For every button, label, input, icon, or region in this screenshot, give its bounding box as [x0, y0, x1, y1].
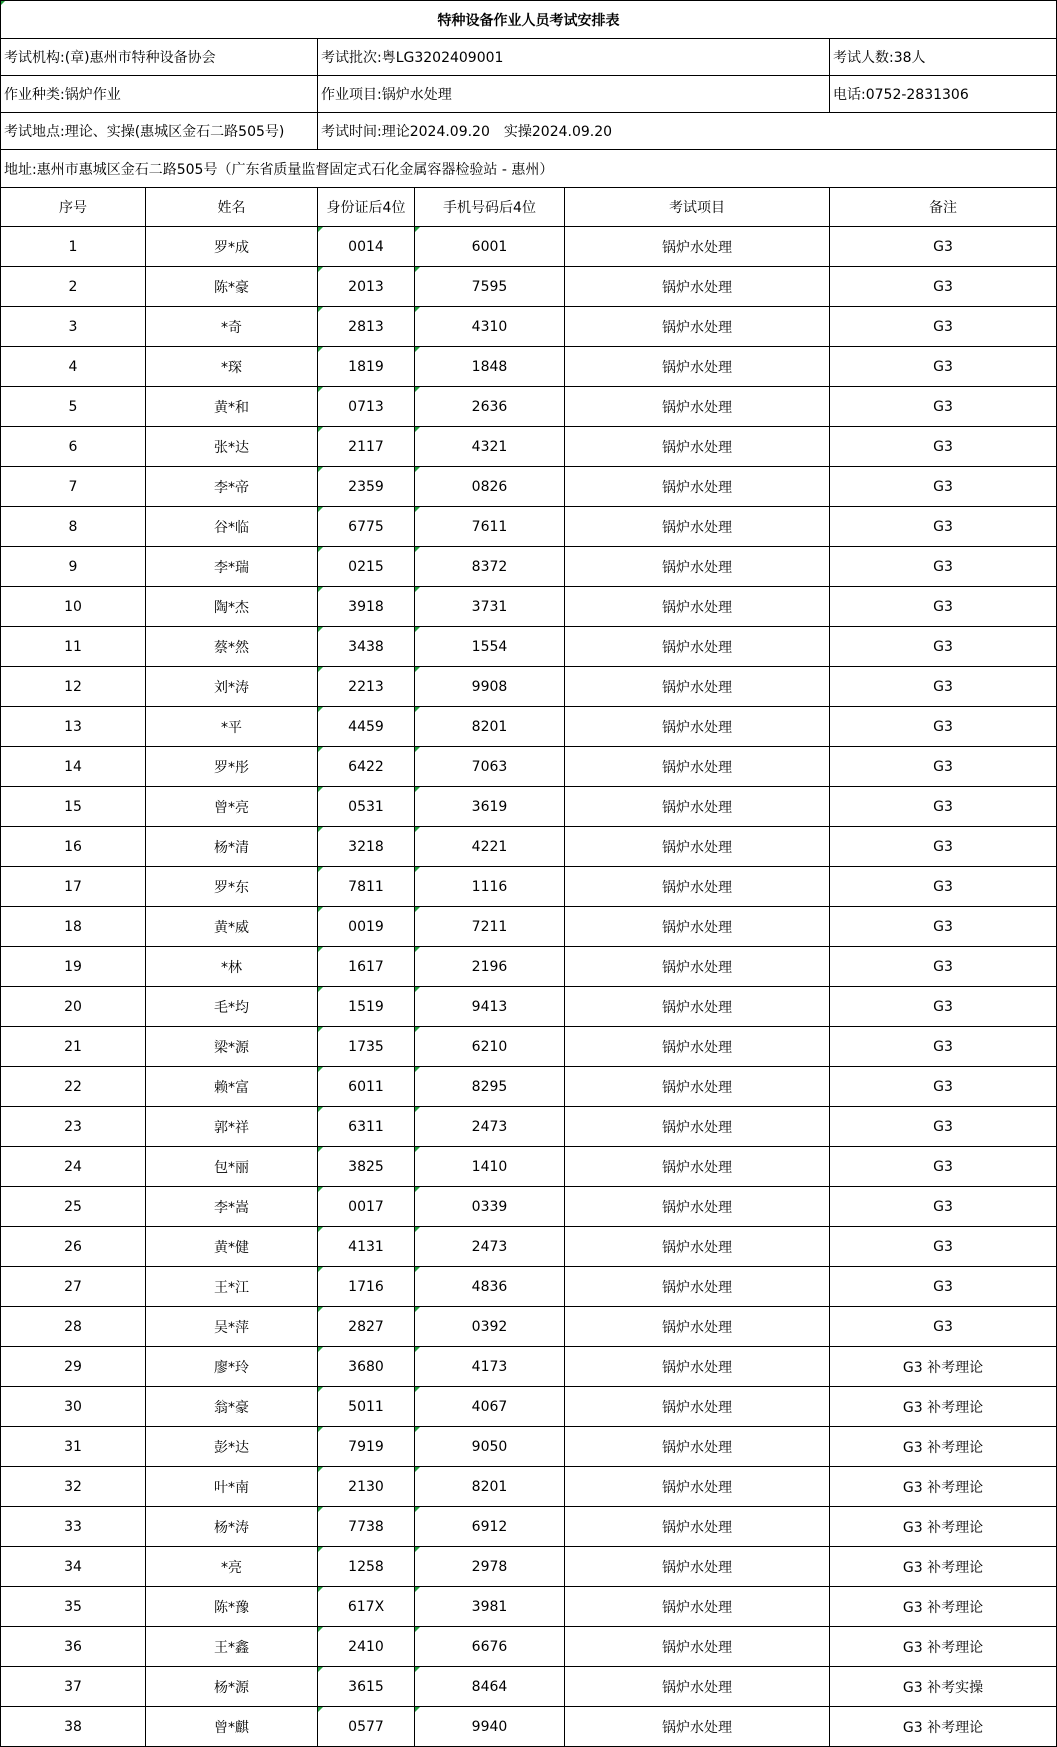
seq-cell: 9	[1, 547, 146, 587]
id-last4-cell: 3438	[318, 627, 415, 667]
table-row	[1, 947, 1057, 987]
id-last4-cell: 0531	[318, 787, 415, 827]
phone-last4-cell: 0392	[415, 1307, 565, 1347]
table-row	[1, 1427, 1057, 1467]
table-row	[1, 347, 1057, 387]
seq-cell: 10	[1, 587, 146, 627]
table-row	[1, 1707, 1057, 1747]
name-cell: 包*丽	[146, 1147, 318, 1187]
remark-cell: G3	[830, 507, 1057, 547]
exam-project-cell: 锅炉水处理	[565, 1707, 830, 1747]
name-cell: *平	[146, 707, 318, 747]
exam-project-cell: 锅炉水处理	[565, 507, 830, 547]
table-row	[1, 547, 1057, 587]
phone-last4-cell: 7211	[415, 907, 565, 947]
id-last4-cell: 1819	[318, 347, 415, 387]
seq-cell: 34	[1, 1547, 146, 1587]
remark-cell: G3	[830, 1267, 1057, 1307]
remark-cell: G3	[830, 827, 1057, 867]
name-cell: 杨*涛	[146, 1507, 318, 1547]
seq-cell: 25	[1, 1187, 146, 1227]
name-cell: 罗*彤	[146, 747, 318, 787]
phone-cell: 电话:0752-2831306	[830, 76, 1057, 113]
name-cell: 彭*达	[146, 1427, 318, 1467]
exam-project-cell: 锅炉水处理	[565, 1067, 830, 1107]
seq-cell: 27	[1, 1267, 146, 1307]
phone-last4-cell: 4310	[415, 307, 565, 347]
phone-last4-cell: 2473	[415, 1227, 565, 1267]
remark-cell: G3	[830, 907, 1057, 947]
header-name: 姓名	[146, 188, 318, 227]
job-project-cell: 作业项目:锅炉水处理	[318, 76, 830, 113]
id-last4-cell: 1519	[318, 987, 415, 1027]
table-row	[1, 627, 1057, 667]
id-last4-cell: 4131	[318, 1227, 415, 1267]
seq-cell: 38	[1, 1707, 146, 1747]
remark-cell: G3 补考理论	[830, 1707, 1057, 1747]
remark-cell: G3	[830, 547, 1057, 587]
info-row-1	[1, 39, 1057, 76]
remark-cell: G3 补考实操	[830, 1667, 1057, 1707]
table-row	[1, 387, 1057, 427]
seq-cell: 5	[1, 387, 146, 427]
phone-last4-cell: 2473	[415, 1107, 565, 1147]
exam-project-cell: 锅炉水处理	[565, 1507, 830, 1547]
exam-count-cell: 考试人数:38人	[830, 39, 1057, 76]
remark-cell: G3	[830, 227, 1057, 267]
name-cell: 李*嵩	[146, 1187, 318, 1227]
table-row	[1, 1227, 1057, 1267]
table-row	[1, 1667, 1057, 1707]
seq-cell: 4	[1, 347, 146, 387]
seq-cell: 33	[1, 1507, 146, 1547]
table-row	[1, 1307, 1057, 1347]
name-cell: 黄*威	[146, 907, 318, 947]
remark-cell: G3	[830, 867, 1057, 907]
exam-project-cell: 锅炉水处理	[565, 467, 830, 507]
table-row	[1, 427, 1057, 467]
info-row-3	[1, 113, 1057, 150]
seq-cell: 23	[1, 1107, 146, 1147]
phone-last4-cell: 9908	[415, 667, 565, 707]
name-cell: 黄*和	[146, 387, 318, 427]
seq-cell: 6	[1, 427, 146, 467]
exam-project-cell: 锅炉水处理	[565, 427, 830, 467]
seq-cell: 35	[1, 1587, 146, 1627]
name-cell: 罗*东	[146, 867, 318, 907]
phone-last4-cell: 1116	[415, 867, 565, 907]
phone-last4-cell: 4836	[415, 1267, 565, 1307]
table-row	[1, 1267, 1057, 1307]
phone-last4-cell: 0826	[415, 467, 565, 507]
name-cell: 杨*清	[146, 827, 318, 867]
id-last4-cell: 2410	[318, 1627, 415, 1667]
table-row	[1, 507, 1057, 547]
exam-project-cell: 锅炉水处理	[565, 627, 830, 667]
id-last4-cell: 4459	[318, 707, 415, 747]
header-exam-project: 考试项目	[565, 188, 830, 227]
phone-last4-cell: 2636	[415, 387, 565, 427]
phone-last4-cell: 4173	[415, 1347, 565, 1387]
id-last4-cell: 7811	[318, 867, 415, 907]
job-category-cell: 作业种类:锅炉作业	[1, 76, 318, 113]
phone-last4-cell: 0339	[415, 1187, 565, 1227]
id-last4-cell: 5011	[318, 1387, 415, 1427]
name-cell: 黄*健	[146, 1227, 318, 1267]
exam-project-cell: 锅炉水处理	[565, 747, 830, 787]
table-row	[1, 867, 1057, 907]
id-last4-cell: 3680	[318, 1347, 415, 1387]
remark-cell: G3	[830, 747, 1057, 787]
id-last4-cell: 1617	[318, 947, 415, 987]
phone-last4-cell: 7063	[415, 747, 565, 787]
phone-last4-cell: 9940	[415, 1707, 565, 1747]
id-last4-cell: 3218	[318, 827, 415, 867]
table-row	[1, 267, 1057, 307]
header-remark: 备注	[830, 188, 1057, 227]
exam-project-cell: 锅炉水处理	[565, 987, 830, 1027]
seq-cell: 2	[1, 267, 146, 307]
name-cell: 李*帝	[146, 467, 318, 507]
remark-cell: G3 补考理论	[830, 1347, 1057, 1387]
remark-cell: G3 补考理论	[830, 1507, 1057, 1547]
name-cell: 杨*源	[146, 1667, 318, 1707]
table-row	[1, 987, 1057, 1027]
name-cell: 翁*豪	[146, 1387, 318, 1427]
exam-project-cell: 锅炉水处理	[565, 387, 830, 427]
phone-last4-cell: 8295	[415, 1067, 565, 1107]
table-row	[1, 1627, 1057, 1667]
id-last4-cell: 2827	[318, 1307, 415, 1347]
table-row	[1, 747, 1057, 787]
phone-last4-cell: 9413	[415, 987, 565, 1027]
phone-last4-cell: 3981	[415, 1587, 565, 1627]
phone-last4-cell: 7611	[415, 507, 565, 547]
remark-cell: G3 补考理论	[830, 1627, 1057, 1667]
id-last4-cell: 0215	[318, 547, 415, 587]
id-last4-cell: 6311	[318, 1107, 415, 1147]
seq-cell: 3	[1, 307, 146, 347]
exam-project-cell: 锅炉水处理	[565, 1107, 830, 1147]
exam-time-cell: 考试时间:理论2024.09.20 实操2024.09.20	[318, 113, 1057, 150]
remark-cell: G3 补考理论	[830, 1467, 1057, 1507]
seq-cell: 11	[1, 627, 146, 667]
remark-cell: G3	[830, 1307, 1057, 1347]
name-cell: 陈*豫	[146, 1587, 318, 1627]
remark-cell: G3	[830, 1147, 1057, 1187]
name-cell: 陶*杰	[146, 587, 318, 627]
table-row	[1, 1547, 1057, 1587]
seq-cell: 12	[1, 667, 146, 707]
table-row	[1, 1587, 1057, 1627]
exam-project-cell: 锅炉水处理	[565, 547, 830, 587]
seq-cell: 29	[1, 1347, 146, 1387]
info-row-2	[1, 76, 1057, 113]
id-last4-cell: 3615	[318, 1667, 415, 1707]
phone-last4-cell: 4221	[415, 827, 565, 867]
seq-cell: 19	[1, 947, 146, 987]
seq-cell: 36	[1, 1627, 146, 1667]
table-row	[1, 667, 1057, 707]
name-cell: 罗*成	[146, 227, 318, 267]
exam-project-cell: 锅炉水处理	[565, 1467, 830, 1507]
header-id-last4: 身份证后4位	[318, 188, 415, 227]
phone-last4-cell: 8464	[415, 1667, 565, 1707]
remark-cell: G3	[830, 347, 1057, 387]
seq-cell: 20	[1, 987, 146, 1027]
name-cell: 廖*玲	[146, 1347, 318, 1387]
exam-project-cell: 锅炉水处理	[565, 1267, 830, 1307]
phone-last4-cell: 4321	[415, 427, 565, 467]
exam-project-cell: 锅炉水处理	[565, 1627, 830, 1667]
name-cell: 赖*富	[146, 1067, 318, 1107]
phone-last4-cell: 1554	[415, 627, 565, 667]
remark-cell: G3	[830, 427, 1057, 467]
seq-cell: 37	[1, 1667, 146, 1707]
phone-last4-cell: 6210	[415, 1027, 565, 1067]
phone-last4-cell: 6676	[415, 1627, 565, 1667]
seq-cell: 1	[1, 227, 146, 267]
remark-cell: G3	[830, 1187, 1057, 1227]
name-cell: 刘*涛	[146, 667, 318, 707]
name-cell: *琛	[146, 347, 318, 387]
id-last4-cell: 1258	[318, 1547, 415, 1587]
exam-project-cell: 锅炉水处理	[565, 867, 830, 907]
seq-cell: 16	[1, 827, 146, 867]
id-last4-cell: 0019	[318, 907, 415, 947]
address-cell: 地址:惠州市惠城区金石二路505号（广东省质量监督固定式石化金属容器检验站 - 惠州）	[1, 150, 1057, 188]
exam-project-cell: 锅炉水处理	[565, 1147, 830, 1187]
remark-cell: G3	[830, 627, 1057, 667]
id-last4-cell: 7919	[318, 1427, 415, 1467]
exam-org-cell: 考试机构:(章)惠州市特种设备协会	[1, 39, 318, 76]
id-last4-cell: 0577	[318, 1707, 415, 1747]
name-cell: 蔡*然	[146, 627, 318, 667]
remark-cell: G3	[830, 267, 1057, 307]
id-last4-cell: 6011	[318, 1067, 415, 1107]
id-last4-cell: 6775	[318, 507, 415, 547]
remark-cell: G3	[830, 707, 1057, 747]
name-cell: 吴*萍	[146, 1307, 318, 1347]
phone-last4-cell: 9050	[415, 1427, 565, 1467]
id-last4-cell: 2359	[318, 467, 415, 507]
exam-project-cell: 锅炉水处理	[565, 1027, 830, 1067]
remark-cell: G3	[830, 307, 1057, 347]
exam-project-cell: 锅炉水处理	[565, 1587, 830, 1627]
exam-project-cell: 锅炉水处理	[565, 1307, 830, 1347]
name-cell: 梁*源	[146, 1027, 318, 1067]
remark-cell: G3	[830, 987, 1057, 1027]
table-row	[1, 1507, 1057, 1547]
exam-project-cell: 锅炉水处理	[565, 1387, 830, 1427]
name-cell: 张*达	[146, 427, 318, 467]
remark-cell: G3	[830, 787, 1057, 827]
id-last4-cell: 2013	[318, 267, 415, 307]
exam-project-cell: 锅炉水处理	[565, 707, 830, 747]
id-last4-cell: 3918	[318, 587, 415, 627]
table-row	[1, 467, 1057, 507]
seq-cell: 24	[1, 1147, 146, 1187]
table-row	[1, 587, 1057, 627]
phone-last4-cell: 3619	[415, 787, 565, 827]
id-last4-cell: 0014	[318, 227, 415, 267]
phone-last4-cell: 6001	[415, 227, 565, 267]
id-last4-cell: 2130	[318, 1467, 415, 1507]
phone-last4-cell: 1410	[415, 1147, 565, 1187]
phone-last4-cell: 6912	[415, 1507, 565, 1547]
table-header-row	[1, 188, 1057, 227]
phone-last4-cell: 4067	[415, 1387, 565, 1427]
seq-cell: 22	[1, 1067, 146, 1107]
id-last4-cell: 0713	[318, 387, 415, 427]
seq-cell: 18	[1, 907, 146, 947]
remark-cell: G3 补考理论	[830, 1587, 1057, 1627]
seq-cell: 17	[1, 867, 146, 907]
remark-cell: G3	[830, 1107, 1057, 1147]
name-cell: 王*江	[146, 1267, 318, 1307]
seq-cell: 8	[1, 507, 146, 547]
phone-last4-cell: 3731	[415, 587, 565, 627]
exam-project-cell: 锅炉水处理	[565, 267, 830, 307]
address-row	[1, 150, 1057, 188]
seq-cell: 31	[1, 1427, 146, 1467]
seq-cell: 21	[1, 1027, 146, 1067]
table-row	[1, 787, 1057, 827]
remark-cell: G3	[830, 387, 1057, 427]
seq-cell: 30	[1, 1387, 146, 1427]
seq-cell: 7	[1, 467, 146, 507]
exam-project-cell: 锅炉水处理	[565, 947, 830, 987]
remark-cell: G3 补考理论	[830, 1547, 1057, 1587]
remark-cell: G3 补考理论	[830, 1427, 1057, 1467]
name-cell: *奇	[146, 307, 318, 347]
name-cell: 叶*南	[146, 1467, 318, 1507]
table-row	[1, 1027, 1057, 1067]
seq-cell: 14	[1, 747, 146, 787]
seq-cell: 13	[1, 707, 146, 747]
table-row	[1, 1347, 1057, 1387]
id-last4-cell: 2213	[318, 667, 415, 707]
remark-cell: G3	[830, 467, 1057, 507]
exam-project-cell: 锅炉水处理	[565, 1347, 830, 1387]
exam-project-cell: 锅炉水处理	[565, 307, 830, 347]
table-row	[1, 227, 1057, 267]
exam-batch-cell: 考试批次:粤LG3202409001	[318, 39, 830, 76]
remark-cell: G3	[830, 667, 1057, 707]
table-row	[1, 907, 1057, 947]
header-seq: 序号	[1, 188, 146, 227]
phone-last4-cell: 8201	[415, 707, 565, 747]
id-last4-cell: 3825	[318, 1147, 415, 1187]
name-cell: 毛*均	[146, 987, 318, 1027]
exam-project-cell: 锅炉水处理	[565, 1667, 830, 1707]
name-cell: 曾*亮	[146, 787, 318, 827]
table-row	[1, 1467, 1057, 1507]
id-last4-cell: 1735	[318, 1027, 415, 1067]
table-row	[1, 1147, 1057, 1187]
exam-project-cell: 锅炉水处理	[565, 907, 830, 947]
name-cell: 王*鑫	[146, 1627, 318, 1667]
id-last4-cell: 0017	[318, 1187, 415, 1227]
id-last4-cell: 1716	[318, 1267, 415, 1307]
exam-project-cell: 锅炉水处理	[565, 587, 830, 627]
title-row	[1, 1, 1057, 39]
remark-cell: G3	[830, 947, 1057, 987]
exam-project-cell: 锅炉水处理	[565, 1547, 830, 1587]
exam-location-cell: 考试地点:理论、实操(惠城区金石二路505号)	[1, 113, 318, 150]
id-last4-cell: 617X	[318, 1587, 415, 1627]
exam-project-cell: 锅炉水处理	[565, 227, 830, 267]
phone-last4-cell: 7595	[415, 267, 565, 307]
table-row	[1, 1187, 1057, 1227]
phone-last4-cell: 8372	[415, 547, 565, 587]
exam-project-cell: 锅炉水处理	[565, 787, 830, 827]
remark-cell: G3 补考理论	[830, 1387, 1057, 1427]
exam-project-cell: 锅炉水处理	[565, 827, 830, 867]
seq-cell: 15	[1, 787, 146, 827]
table-row	[1, 307, 1057, 347]
name-cell: 郭*祥	[146, 1107, 318, 1147]
table-row	[1, 1067, 1057, 1107]
remark-cell: G3	[830, 587, 1057, 627]
id-last4-cell: 7738	[318, 1507, 415, 1547]
table-row	[1, 827, 1057, 867]
phone-last4-cell: 2196	[415, 947, 565, 987]
header-phone-last4: 手机号码后4位	[415, 188, 565, 227]
remark-cell: G3	[830, 1067, 1057, 1107]
table-row	[1, 1387, 1057, 1427]
table-row	[1, 1107, 1057, 1147]
phone-last4-cell: 2978	[415, 1547, 565, 1587]
name-cell: *林	[146, 947, 318, 987]
exam-project-cell: 锅炉水处理	[565, 1187, 830, 1227]
table-row	[1, 707, 1057, 747]
page-title: 特种设备作业人员考试安排表	[1, 1, 1057, 39]
name-cell: 陈*豪	[146, 267, 318, 307]
seq-cell: 26	[1, 1227, 146, 1267]
id-last4-cell: 2813	[318, 307, 415, 347]
remark-cell: G3	[830, 1227, 1057, 1267]
exam-project-cell: 锅炉水处理	[565, 667, 830, 707]
name-cell: 曾*麒	[146, 1707, 318, 1747]
phone-last4-cell: 1848	[415, 347, 565, 387]
id-last4-cell: 2117	[318, 427, 415, 467]
name-cell: *亮	[146, 1547, 318, 1587]
exam-project-cell: 锅炉水处理	[565, 1227, 830, 1267]
exam-project-cell: 锅炉水处理	[565, 347, 830, 387]
remark-cell: G3	[830, 1027, 1057, 1067]
name-cell: 李*瑞	[146, 547, 318, 587]
name-cell: 谷*临	[146, 507, 318, 547]
phone-last4-cell: 8201	[415, 1467, 565, 1507]
exam-project-cell: 锅炉水处理	[565, 1427, 830, 1467]
id-last4-cell: 6422	[318, 747, 415, 787]
seq-cell: 32	[1, 1467, 146, 1507]
seq-cell: 28	[1, 1307, 146, 1347]
